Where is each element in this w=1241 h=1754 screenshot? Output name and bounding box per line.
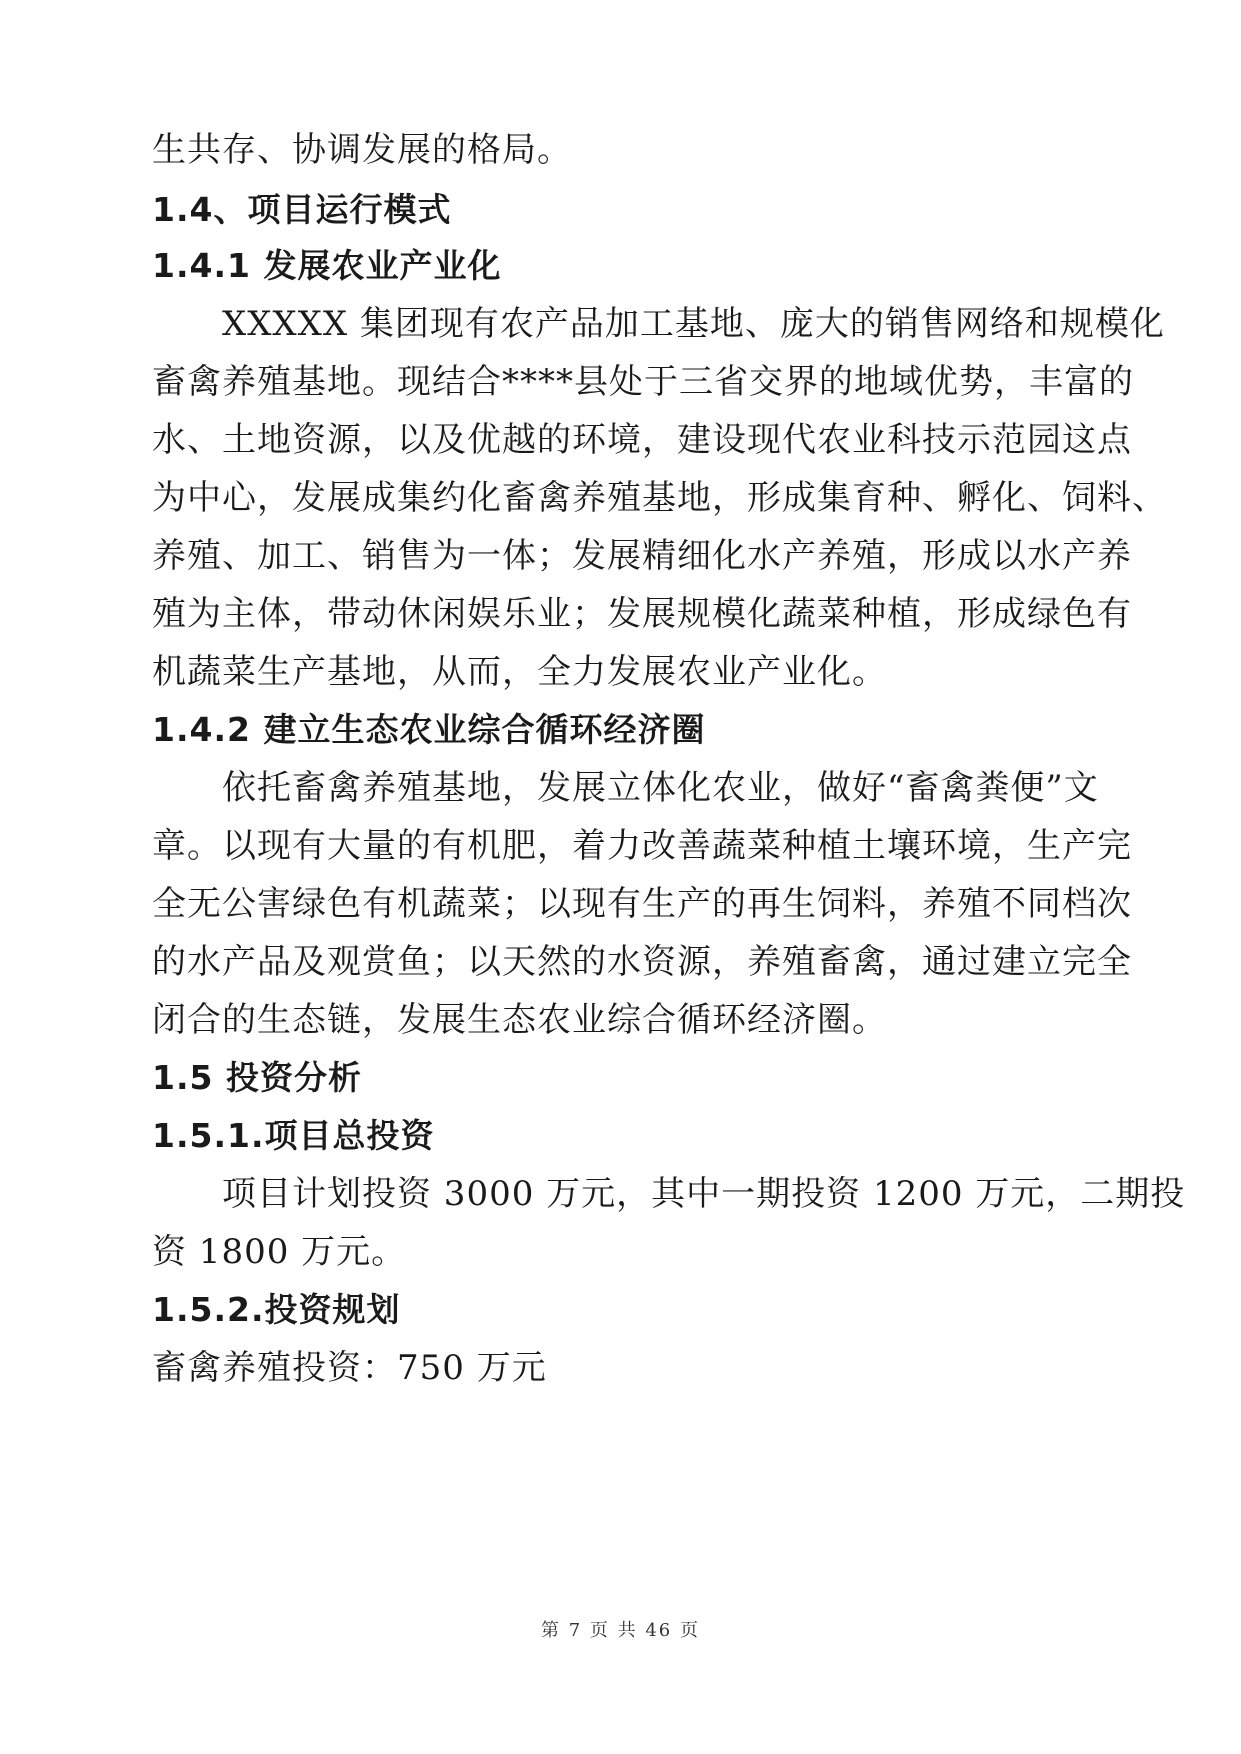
paragraph-line: 闭合的生态链，发展生态农业综合循环经济圈。 xyxy=(152,1000,887,1040)
paragraph-line: 依托畜禽养殖基地，发展立体化农业，做好“畜禽粪便”文 xyxy=(222,768,1099,808)
paragraph-line: 畜禽养殖投资：750 万元 xyxy=(152,1348,547,1388)
section-heading-1-5-2: 1.5.2.投资规划 xyxy=(152,1290,401,1329)
paragraph-line: 养殖、加工、销售为一体；发展精细化水产养殖，形成以水产养 xyxy=(152,536,1132,576)
paragraph-line: 水、土地资源，以及优越的环境，建设现代农业科技示范园这点 xyxy=(152,420,1132,460)
paragraph-line: 生共存、协调发展的格局。 xyxy=(152,130,572,170)
section-heading-1-4: 1.4、项目运行模式 xyxy=(152,190,452,229)
paragraph-line: 全无公害绿色有机蔬菜；以现有生产的再生饲料，养殖不同档次 xyxy=(152,884,1132,924)
page-number-footer: 第 7 页 共 46 页 xyxy=(541,1620,700,1641)
section-heading-1-5: 1.5 投资分析 xyxy=(152,1058,362,1097)
paragraph-line: 章。以现有大量的有机肥，着力改善蔬菜种植土壤环境，生产完 xyxy=(152,826,1132,866)
paragraph-line: 机蔬菜生产基地，从而，全力发展农业产业化。 xyxy=(152,652,887,692)
paragraph-line: 畜禽养殖基地。现结合****县处于三省交界的地域优势，丰富的 xyxy=(152,362,1134,402)
paragraph-line: 殖为主体，带动休闲娱乐业；发展规模化蔬菜种植，形成绿色有 xyxy=(152,594,1132,634)
paragraph-line: 的水产品及观赏鱼；以天然的水资源，养殖畜禽，通过建立完全 xyxy=(152,942,1132,982)
paragraph-line: 为中心，发展成集约化畜禽养殖基地，形成集育种、孵化、饲料、 xyxy=(152,478,1167,518)
paragraph-line: XXXXX 集团现有农产品加工基地、庞大的销售网络和规模化 xyxy=(222,304,1165,344)
paragraph-line: 项目计划投资 3000 万元，其中一期投资 1200 万元，二期投 xyxy=(222,1174,1186,1214)
section-heading-1-4-1: 1.4.1 发展农业产业化 xyxy=(152,246,502,285)
section-heading-1-5-1: 1.5.1.项目总投资 xyxy=(152,1116,435,1155)
section-heading-1-4-2: 1.4.2 建立生态农业综合循环经济圈 xyxy=(152,710,706,749)
paragraph-line: 资 1800 万元。 xyxy=(152,1232,407,1272)
